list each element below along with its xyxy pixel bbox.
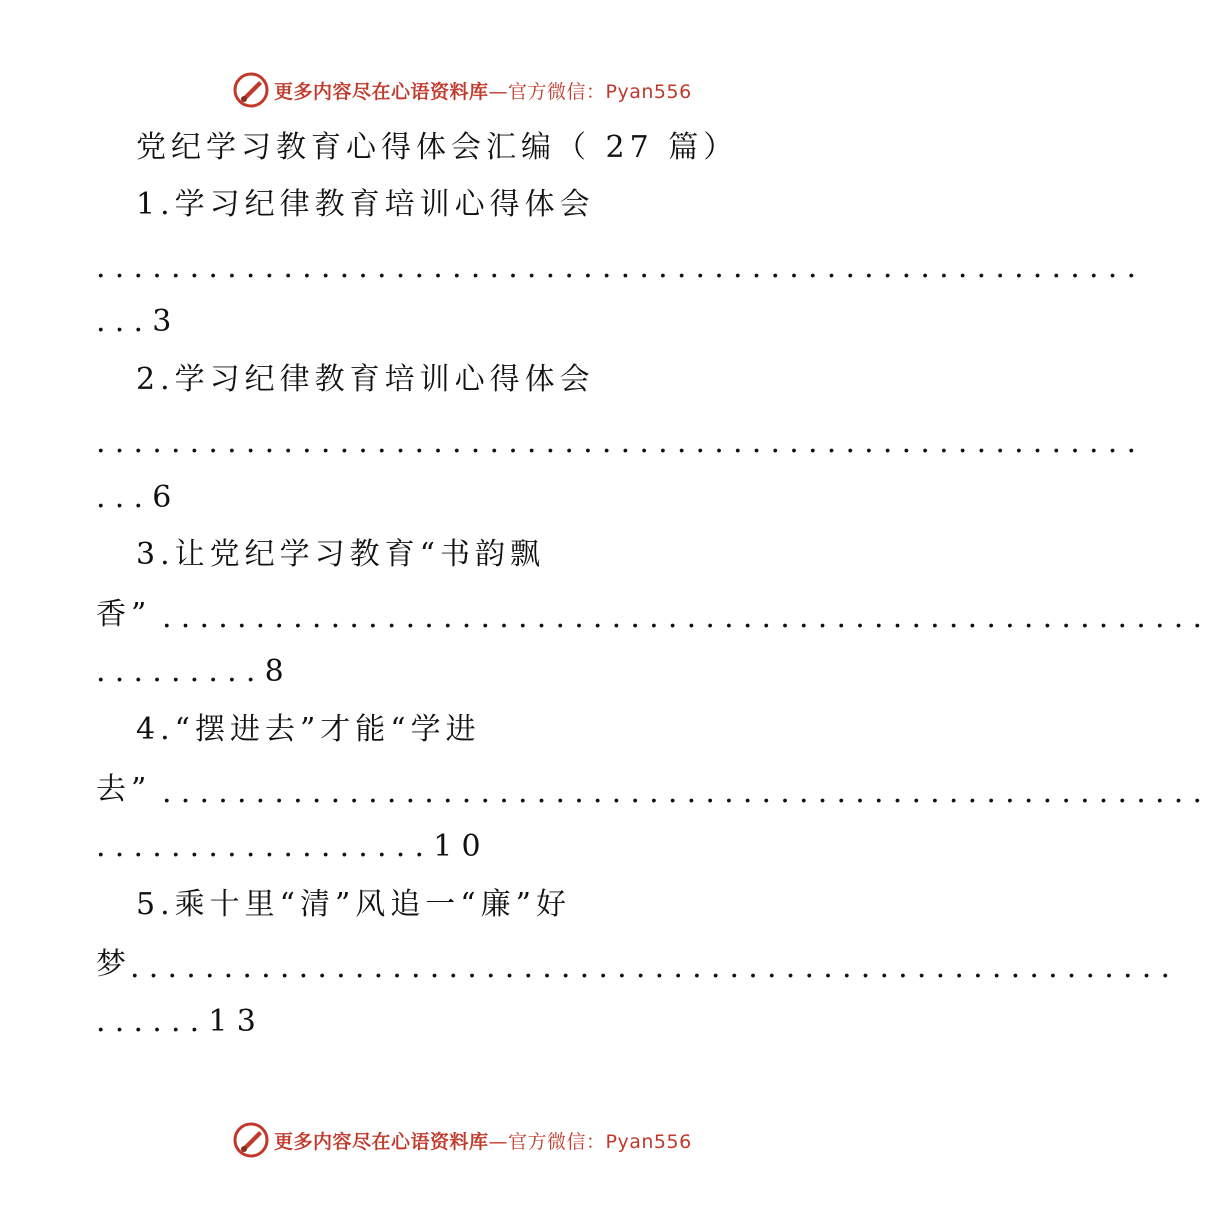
toc-entry-title-4: 4.“摆进去”才能“学进 (136, 712, 481, 747)
footer-watermark (232, 1120, 712, 1160)
watermark-wechat-id: Pyan556 (605, 1130, 692, 1153)
watermark-wechat-label: 官方微信： (508, 80, 606, 103)
toc-entry-leader-4: ........................................................ (162, 775, 1211, 810)
watermark-wechat-id: Pyan556 (605, 80, 692, 103)
pen-seal-logo-icon (232, 71, 270, 109)
toc-entry-title-5: 5.乘十里“清”风追一“廉”好 (136, 887, 571, 922)
toc-entry-title-2: 2.学习纪律教育培训心得体会 (136, 362, 595, 397)
toc-entry-title-1: 1.学习纪律教育培训心得体会 (136, 187, 595, 222)
toc-entry-page-2: ...6 (96, 480, 181, 515)
toc-entry-page-5: ......13 (96, 1004, 265, 1039)
toc-entry-title-3: 3.让党纪学习教育“书韵飘 (136, 537, 545, 572)
watermark-wechat-label: 官方微信： (508, 1130, 606, 1153)
watermark-main-text: 更多内容尽在心语资料库 (274, 80, 489, 103)
watermark-dash: — (488, 80, 509, 103)
toc-entry-lead-5: 梦 (96, 947, 131, 982)
toc-entry-leader-2: ........................................................ (96, 425, 1146, 460)
toc-entry-leader-1: ........................................................ (96, 250, 1146, 285)
watermark-dash: — (488, 1130, 509, 1153)
toc-entry-leader-5: ........................................................ (130, 950, 1180, 985)
watermark-main-text: 更多内容尽在心语资料库 (274, 1130, 489, 1153)
toc-entry-page-4: ..................10 (96, 829, 490, 864)
toc-entry-page-3: .........8 (96, 654, 293, 689)
pen-seal-logo-icon (232, 1121, 270, 1159)
toc-entry-page-1: ...3 (96, 304, 181, 339)
document-title: 党纪学习教育心得体会汇编（ 27 篇） (136, 130, 739, 165)
toc-entry-lead-3: 香” (96, 597, 152, 632)
header-watermark (232, 70, 712, 110)
toc-entry-leader-3: ........................................................ (162, 600, 1211, 635)
toc-entry-lead-4: 去” (96, 772, 152, 807)
